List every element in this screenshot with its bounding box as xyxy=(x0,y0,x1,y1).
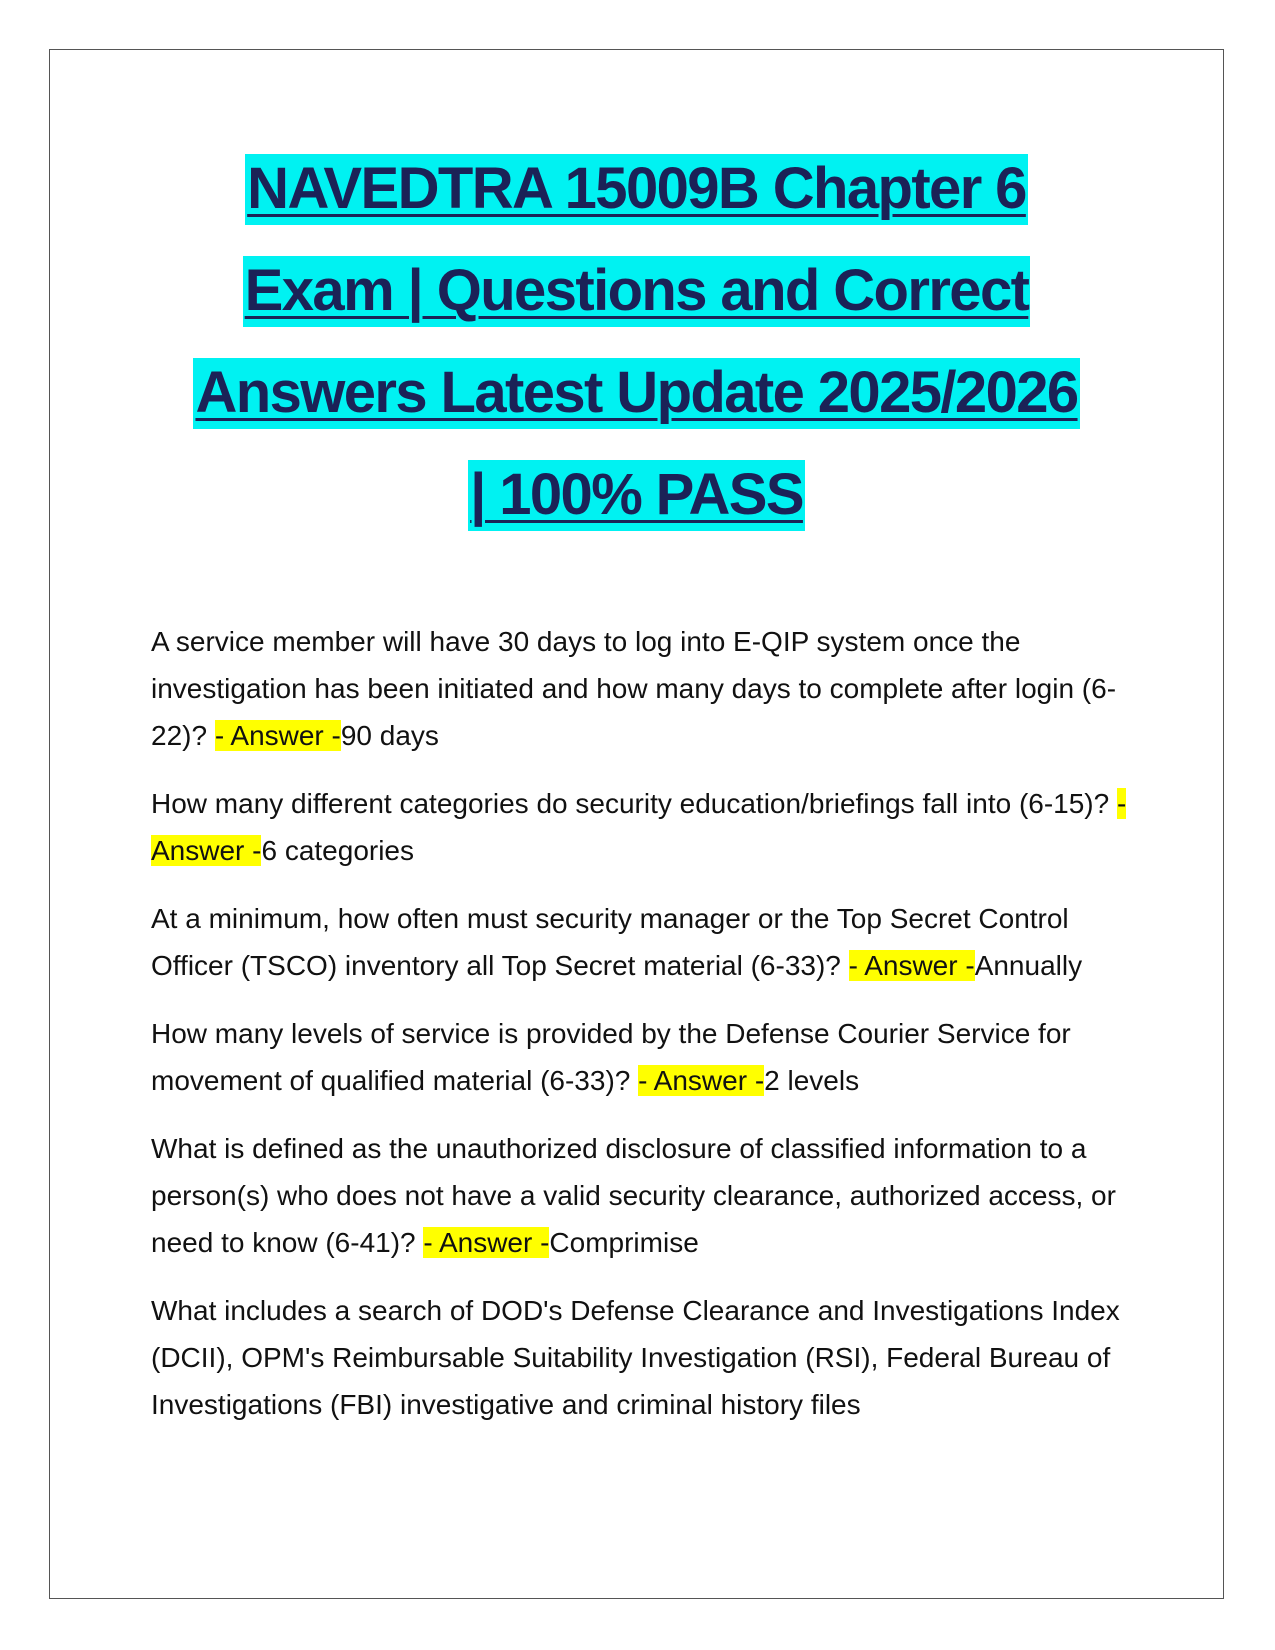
answer-text: Annually xyxy=(974,950,1083,981)
qa-item xyxy=(151,780,1141,874)
answer-marker: - Answer - xyxy=(214,720,341,751)
question-text: At a minimum, how often must security manager or the Top Secret Control Officer (TSCO) inventory all Top Secret material (6-33)? xyxy=(151,903,1069,981)
answer-marker: - Answer - xyxy=(848,950,975,981)
answer-text: Comprimise xyxy=(549,1227,699,1258)
question-text: What includes a search of DOD's Defense Clearance and Investigations Index (DCII), OPM's Reimbursable Suitability Investigation (RSI), Federal Bureau of Investigations (FBI) investigative and criminal history files xyxy=(151,1295,1120,1420)
question-text: How many different categories do security education/briefings fall into (6-15)? xyxy=(151,788,1117,819)
answer-marker: - Answer - xyxy=(638,1065,765,1096)
answer-text: 2 levels xyxy=(764,1065,860,1096)
answer-marker: - Answer - xyxy=(423,1227,550,1258)
qa-item xyxy=(151,1010,1141,1104)
title-line: Exam | Questions and Correct xyxy=(49,240,1224,342)
question-text: A service member will have 30 days to log into E-QIP system once the investigation has been initiated and how many days to complete after login (6-22)? xyxy=(151,626,1117,751)
title-line: NAVEDTRA 15009B Chapter 6 xyxy=(49,138,1224,240)
qa-list xyxy=(151,618,1141,1449)
document-title xyxy=(49,138,1224,546)
answer-marker: - Answer - xyxy=(151,788,1127,866)
title-line: Answers Latest Update 2025/2026 xyxy=(49,342,1224,444)
question-text: What is defined as the unauthorized disclosure of classified information to a person(s) who does not have a valid security clearance, authorized access, or need to know (6-41)? xyxy=(151,1133,1116,1258)
qa-item xyxy=(151,618,1141,759)
qa-item xyxy=(151,1125,1141,1266)
title-line: | 100% PASS xyxy=(49,444,1224,546)
answer-text: 6 categories xyxy=(261,835,415,866)
answer-text: 90 days xyxy=(340,720,439,751)
qa-item xyxy=(151,1287,1141,1428)
qa-item xyxy=(151,895,1141,989)
question-text: How many levels of service is provided by the Defense Courier Service for movement of qualified material (6-33)? xyxy=(151,1018,1071,1096)
